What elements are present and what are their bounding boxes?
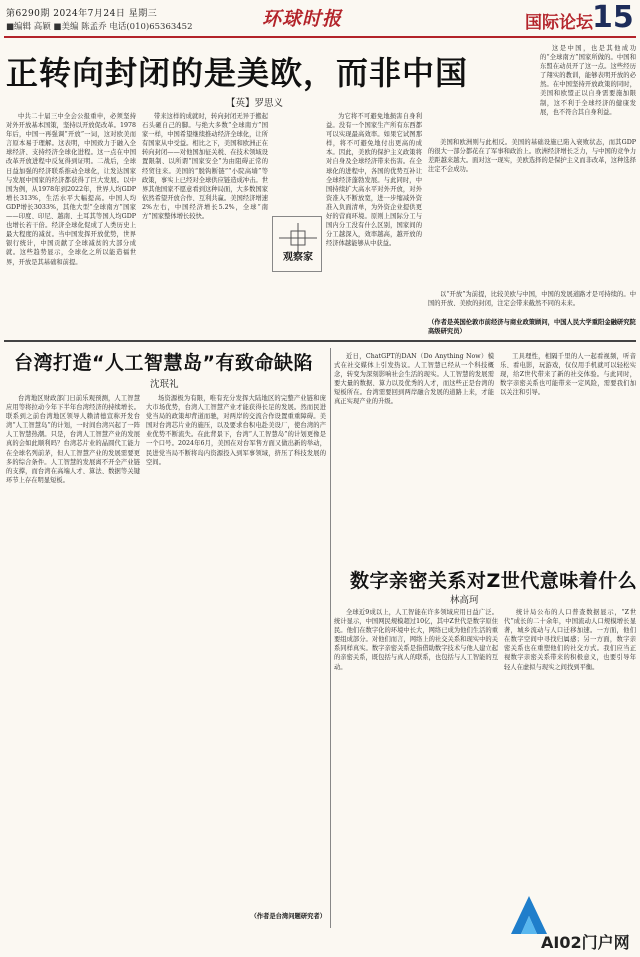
article1-headline: 正转向封闭的是美欧，而非中国 — [6, 54, 469, 92]
watermark-text: AI02门户网 — [541, 933, 630, 952]
article3-byline: 林高珂 — [450, 595, 479, 606]
editors-line: ■编辑 高颖 ■美编 陈孟乔 电话(010)65363452 — [6, 22, 193, 32]
masthead — [0, 0, 640, 40]
page-number: 15 — [592, 0, 634, 35]
issue-line: 第6290期 2024年7月24日 星期三 — [6, 9, 158, 19]
observer-stamp — [272, 216, 322, 272]
section-divider — [4, 340, 636, 342]
article2-author-note: （作者是台湾问题研究者） — [250, 913, 326, 920]
article1-conclusion: 以“开放”为前提，比较美欧与中国，中国的发展道路才是可持续的。中国的开放、美欧的封闭，注定会带来截然不同的未来。 — [428, 291, 636, 308]
stamp-text: 观察家 — [283, 252, 313, 263]
article1-byline: 【英】罗思义 — [226, 98, 284, 109]
article2-col2: 场资源极为有限，唯有充分发挥大陆地区的完整产业链和庞大市场优势，台湾人工智慧产业才能获得长足的发展。然而民进党当局的政策却背道而驰，对两岸的交流合作设置重重障碍。美国对台湾芯片业的施压，以及要求台积电赴美设厂，使台湾的产业优势不断流失。在此背景下，台湾“人工智慧岛”的计划更像是一个口号。2024年6月，美国在对台军售方面又做出新的举动，民进党当局不断将岛内资源投入到军事领域，挤压了科技发展的空间。 — [146, 395, 326, 466]
article3-col1: 全球近9成以上，人工智能在许多领域应用日益广泛。统计显示，中国网民规模超过10亿，其中Z世代是数字原住民。他们在数字化的环境中长大，网络已成为他们生活的重要组成部分。对他们而言，网络上的社交关系和现实中的关系同样真实。数字亲密关系是指借助数字技术与他人建立起的亲密关系，既包括与真人的联系，也包括与人工智能的互动。 — [334, 609, 498, 671]
article1-col2: 带来这样的成就时，转向封闭无异于搬起石头砸自己的脚。与绝大多数“全球南方”国家一样，中国希望继续推动经济全球化，让所有国家从中受益。相比之下，美国和欧洲正在转向封闭——对他国加征关税、在技术领域设置限制、以所谓“国家安全”为由阻碍正常的经贸往来。美国的“脱钩断链”“小院高墙”等政策，事实上已经对全球供应链造成冲击。世界其他国家不愿意看到这种局面，大多数国家依然希望开放合作、互利共赢。美国经济增速2%左右，中国经济增长5.2%，全球“南方”国家整体增长较快。 — [142, 113, 268, 221]
article3-col2: 统计局公布的人口普查数据显示，“Z世代”成长的二十余年，中国流动人口规模增长显著，城乡流动与人口迁移加速。一方面，他们在数字空间中寻找归属感；另一方面，数字亲密关系也在重塑他们的社交方式。我们应当正视数字亲密关系带来的积极意义，也要引导年轻人在虚拟与现实之间找到平衡。 — [504, 609, 636, 671]
newspaper-logo: 环球时报 — [262, 8, 343, 30]
article1-author-note: （作者是英国伦敦市前经济与商业政策顾问，中国人民大学重阳金融研究院高级研究员） — [428, 319, 636, 336]
site-watermark — [505, 890, 635, 954]
stamp-grid-icon — [279, 223, 317, 253]
article2-col4: 工具理性，相隔千里的人一起看视频，听音乐、看电影，玩游戏，仅仅用手机就可以轻松实现，给Z世代带来了新的社交体验。与此同时，数字亲密关系也可能带来一定风险，需要我们加以关注和引导。 — [500, 353, 636, 397]
column-divider — [330, 348, 331, 928]
article3-headline: 数字亲密关系对Z世代意味着什么 — [350, 570, 638, 592]
masthead-rule — [4, 36, 636, 38]
article1-col1: 中共二十届三中全会公报重申，必须坚持对外开放基本国策，坚持以开放促改革。1978年后，中国一再强调“开放”一词，这对欧美而言原本易于理解。这表明，中国致力于融入全球经济、支持经济全球化进程。这一点在中国改革开放进程中反复得到证明。二战后，全球日益加强的经济联系推动全球化，让发达国家与发展中国家的经济都获得了巨大发展。以中国为例，从1978年到2022年，世界人均GDP增长313%，生活水平大幅提高。中国人均GDP增长3033%，其他大型“全球南方”国家——印度、印尼、越南、土耳其等国人均GDP也增长若干倍。经济全球化促成了人类历史上最大程度的减贫。当中国发挥开放优势，世界银行统计，中国贡献了全球减贫的大部分成就。这些趋势显示，全球化之所以能造福世界，开放是其基础和前提。 — [6, 113, 136, 266]
article2-col1: 台湾地区财政部门日前乐观预测，人工智慧应用等将拉动今年下半年台湾经济的持续增长。联系到之前台湾地区领导人赖清德宣称开发台湾“人工智慧岛”的计划，一时间台湾兴起了一阵人工智慧热潮。只是，台湾人工智慧产业的发展真的会如此顺利吗？台湾芯片业的晶圆代工能力在全球名列前茅，但人工智慧产业的发展需要更多的综合条件。人工智慧的发展离不开全产业链的支撑，而台湾在高端人才、算法、数据等关键环节上存在明显短板。 — [6, 395, 140, 484]
article2-byline: 沈珉礼 — [150, 379, 179, 390]
article2-headline: 台湾打造“人工智慧岛”有致命缺陷 — [14, 352, 313, 374]
section-title: 国际论坛 — [525, 13, 593, 33]
article1-col4: 这是中国，也是其他成功的“全球南方”国家所做的。中国和东盟在动员开了这一点。这些经历了翔实的教训，能够表明开放的必然。在中国坚持开放政策的同时，美国和欧盟正以自身需要施加限制，这不利于全球经济的健康发展，也不符合其自身利益。 — [540, 45, 636, 116]
article1-col5: 美国和欧洲则与此相反。美国的基础设施已陷入衰败状态，而其GDP的很大一部分都花在了军事和政治上。欧洲经济增长乏力，与中国的竞争力差距越来越大。面对这一现实，美欧选择的是保护主义而非改革，这种选择注定不会成功。 — [428, 139, 636, 174]
article2-col3: 近日，ChatGPT的DAN（Do Anything Now）模式在社交媒体上引发热议。人工智慧已经从一个科技概念，转变为深刻影响社会生活的现实。人工智慧的发展需要大量的数据、算力以及优秀的人才，而这些正是台湾的短板所在。台湾需要回到两岸融合发展的道路上来，才能真正实现产业的升级。 — [334, 353, 494, 406]
article1-col3: 为它将不可避免地损害自身利益。没有一个国家生产所有东西都可以实现最高效率。如果它试图那样，将不可避免地付出更高的成本。因此，美欧的保护主义政策将对自身及全球经济带来伤害。在全球化的进程中，各国的优势互补让全球经济蓬勃发展。与此同时，中国持续扩大高水平对外开放，对外资准入不断放宽，进一步缩减外资准入负面清单，为外资企业提供更好的营商环境。原则上国际分工与国内分工没有什么区别，国家间的分工越深入，效率越高，越开放的经济体越能够从中获益。 — [326, 113, 422, 248]
